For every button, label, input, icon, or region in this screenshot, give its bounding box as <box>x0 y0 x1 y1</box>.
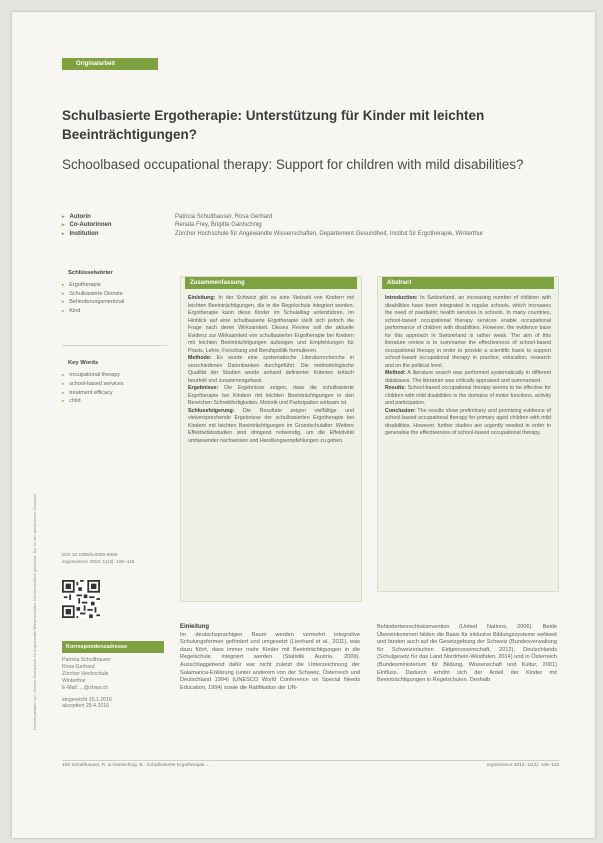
meta-row-author <box>62 213 582 221</box>
abstract-paragraph: Ergebnisse: Die Ergebnisse zeigen, dass die schulbasierte Ergotherapie bei Kindern mit leichten Beeinträchtigungen in den Bereichen Schreibfertigkeiten, Motorik und Partizipation wirksam ist. <box>188 385 354 406</box>
body-column-left <box>180 624 360 692</box>
meta-row-institution <box>62 230 582 238</box>
correspondence-address <box>62 657 167 710</box>
footer-left: 106 Schulthauser, R. & Gantschnig, B.: Schulbasierte Ergotherapie ... <box>62 763 210 768</box>
body-column-right <box>377 624 557 685</box>
corr-line: Patricia Schulthauser <box>62 657 112 663</box>
abstract-paragraph: Einleitung: In der Schweiz gibt es eine Vielzahl von Kindern mit leichten Beeinträchtigungen, die in die Regelschule integriert werden. Ergotherapie kann diese Kinder im Schulalltag unterstützen. Im Hinblick auf eine schulbasierte Ergotherapie stellt sich jedoch die Frage nach deren Wirksamkeit. Dieses Review soll die aktuelle Evidenz zur Wirksamkeit von schulbasierter Ergotherapie bei Kindern mit leichten Beeinträchtigungen aufzeigen und Empfehlungen für Praxis, Lehre, Forschung und Berufspolitik formulieren. <box>188 295 354 354</box>
corr-line: akzeptiert 28.4.2016 <box>62 703 110 710</box>
abstract-paragraph: Introduction: In Switzerland, an increasing number of children with disabilities have been integrated in regular schools, which increases the need of paediatric health services in schools. In many countries, school-based occupational therapy services enable occupational performance of children with disabilities. However, the evidence base for this approach in Switzerland is rather weak. The aim of this literature review is to summarise the effectiveness of school-based occupational therapy in order to provide a scientific basis to support school-based occupational therapy in practice, education, research and on the political level. <box>385 295 551 369</box>
divider <box>62 345 167 346</box>
correspondence-heading: Korrespondenzadresse <box>62 641 164 653</box>
section-heading-introduction: Einleitung <box>180 624 209 630</box>
title-english: Schoolbased occupational therapy: Support for children with mild disabilities? <box>62 157 524 172</box>
meta-value: Zürcher Hochschule für Angewandte Wissenschaften, Departement Gesundheit, Institut für Ergotherapie, Winterthur <box>175 230 484 237</box>
keyword-de: ▸ Kind <box>62 307 167 316</box>
meta-key: ▸ Co-Autorinnen <box>62 221 175 229</box>
abstract-paragraph: Schlussfolgerung: Die Resultate zeigen vielfältige und vielversprechende Ergebnisse der schulbasierten Ergotherapie bei Kindern mit leichten Beeinträchtigungen im Grundschulalter. Weitere Effektivitätsstudien sind dringend notwendig, um die Effektivität umfassender nachweisen und Handlungsempfehlungen zu geben. <box>188 407 354 444</box>
keyword-en: ▸ school-based services <box>62 380 167 389</box>
meta-row-coauthors <box>62 221 582 229</box>
abstract-german-body <box>181 289 361 451</box>
meta-value: Patricia Schulthauser, Rosa Gerhard <box>175 214 273 220</box>
footer-right: ergoscience 2016; 11(3): 106–115 <box>486 763 559 768</box>
abstract-paragraph: Method: A literature search was performed systematically in different databases. The literature was critically appraised and summarised. <box>385 370 551 384</box>
keyword-en: ▸ occupational therapy <box>62 371 167 380</box>
abstract-german-heading: Zusammenfassung <box>185 277 357 289</box>
meta-key: ▸ Institution <box>62 230 175 238</box>
keyword-en: ▸ child <box>62 397 167 406</box>
meta-value: Renata Frey, Brigitte Gantschnig <box>175 222 262 229</box>
abstract-english-heading: Abstract <box>382 277 554 289</box>
corr-line: eingereicht 15.1.2016 <box>62 696 112 703</box>
body-paragraph: Im deutschsprachigen Raum werden vermehrt integrative Schulungsformen gefördert und umgesetzt (Lienhard et al., 2011), was dazu führt, dass immer mehr Kinder mit Beeinträchtigungen in die Regelschule integriert werden (Statistik Austria, 2009). Ausschlaggebend dafür war nicht zuletzt die Unterzeichnung der Salamanca-Erklärung (unter anderem von der Schweiz, Österreich und Deutschland 1994) (UNESCO World Conference on Special Needs Education, 1994) sowie die Ratifikation der UN- <box>180 631 360 691</box>
keyword-sidebar <box>62 270 167 406</box>
title-german: Schulbasierte Ergotherapie: Unterstützung für Kinder mit leichten Beeinträchtigungen? <box>62 108 485 142</box>
abstract-german-box <box>180 276 362 602</box>
page-footer <box>62 760 559 771</box>
keyword-de: ▸ Ergotherapie <box>62 281 167 290</box>
abstract-paragraph: Methode: Es wurde eine systematische Literaturrecherche in verschiedenen Datenbanken durchgeführt. Die methodologische Qualität der Studien wurde anhand definierter Kriterien kritisch beurteilt und zusammengefasst. <box>188 355 354 384</box>
corr-line[interactable]: E-Mail: ...@zhaw.ch <box>62 684 108 691</box>
keyword-en: ▸ treatment efficacy <box>62 389 167 398</box>
keyword-de: ▸ Schulbasierte Dienste <box>62 290 167 299</box>
side-download-note: Heruntergeladen von: Zürcher Hochschule für Angewandte Wissenschaften. Urheberrechtlich geschützt. Nur für den persönlichen Gebrauch. <box>33 492 37 730</box>
corr-line: Rosa Gerhard <box>62 663 95 670</box>
keyword-de: ▸ Behinderungsmerkmal <box>62 298 167 307</box>
abstract-paragraph: Results: School-based occupational therapy seems to be effective for children with mild disabilities in the domains of motor functions, activity and participation. <box>385 385 551 406</box>
doi-line: DOI 10.1055/s-0000-0000 <box>62 553 118 558</box>
abstract-paragraph: Conclusion: The results show preliminary and promising evidence of school-based occupational therapy for primary aged children with mild disabilities. However, further studies are urgently needed in order to generalise the effectiveness of school-based occupational therapy. <box>385 407 551 436</box>
abstract-english-body <box>378 289 558 444</box>
body-paragraph: Behindertenrechtskonvention (United Nations, 2006). Beide Übereinkommen bilden die Basis für inklusive Bildungssysteme weltweit und fanden auch auf die Gesetzgebung der Schweiz (Bundesverwaltung für Schweizerischen Eidgenossenschaft, 2012), Deutschlands (Schulgesetz für das Land Nordrhein-Westfalen, 2014) und in Österreich (Bundesministerium für Bildung, Wissenschaft und Kultur, 2001) Einfluss. Dadurch erhöht sich der Anteil der Kinder mit Beeinträchtigungen in Regelschulen. Deshalb <box>377 624 557 684</box>
abstract-english-box <box>377 276 559 592</box>
keywords-en-heading: Key Words <box>68 360 99 367</box>
corr-line: Zürcher Hochschule <box>62 670 109 677</box>
corr-line: Winterthur <box>62 677 86 684</box>
meta-key: ▸ Autorin <box>62 213 175 221</box>
citation-line: ergoscience 2016; 11(3): 106–115 <box>62 559 135 565</box>
qr-code-icon <box>62 580 100 618</box>
rubric-label: Originalarbeit <box>62 58 158 70</box>
doi-info <box>62 553 167 566</box>
keywords-de-heading: Schlüsselwörter <box>68 270 113 276</box>
author-meta <box>62 213 582 238</box>
